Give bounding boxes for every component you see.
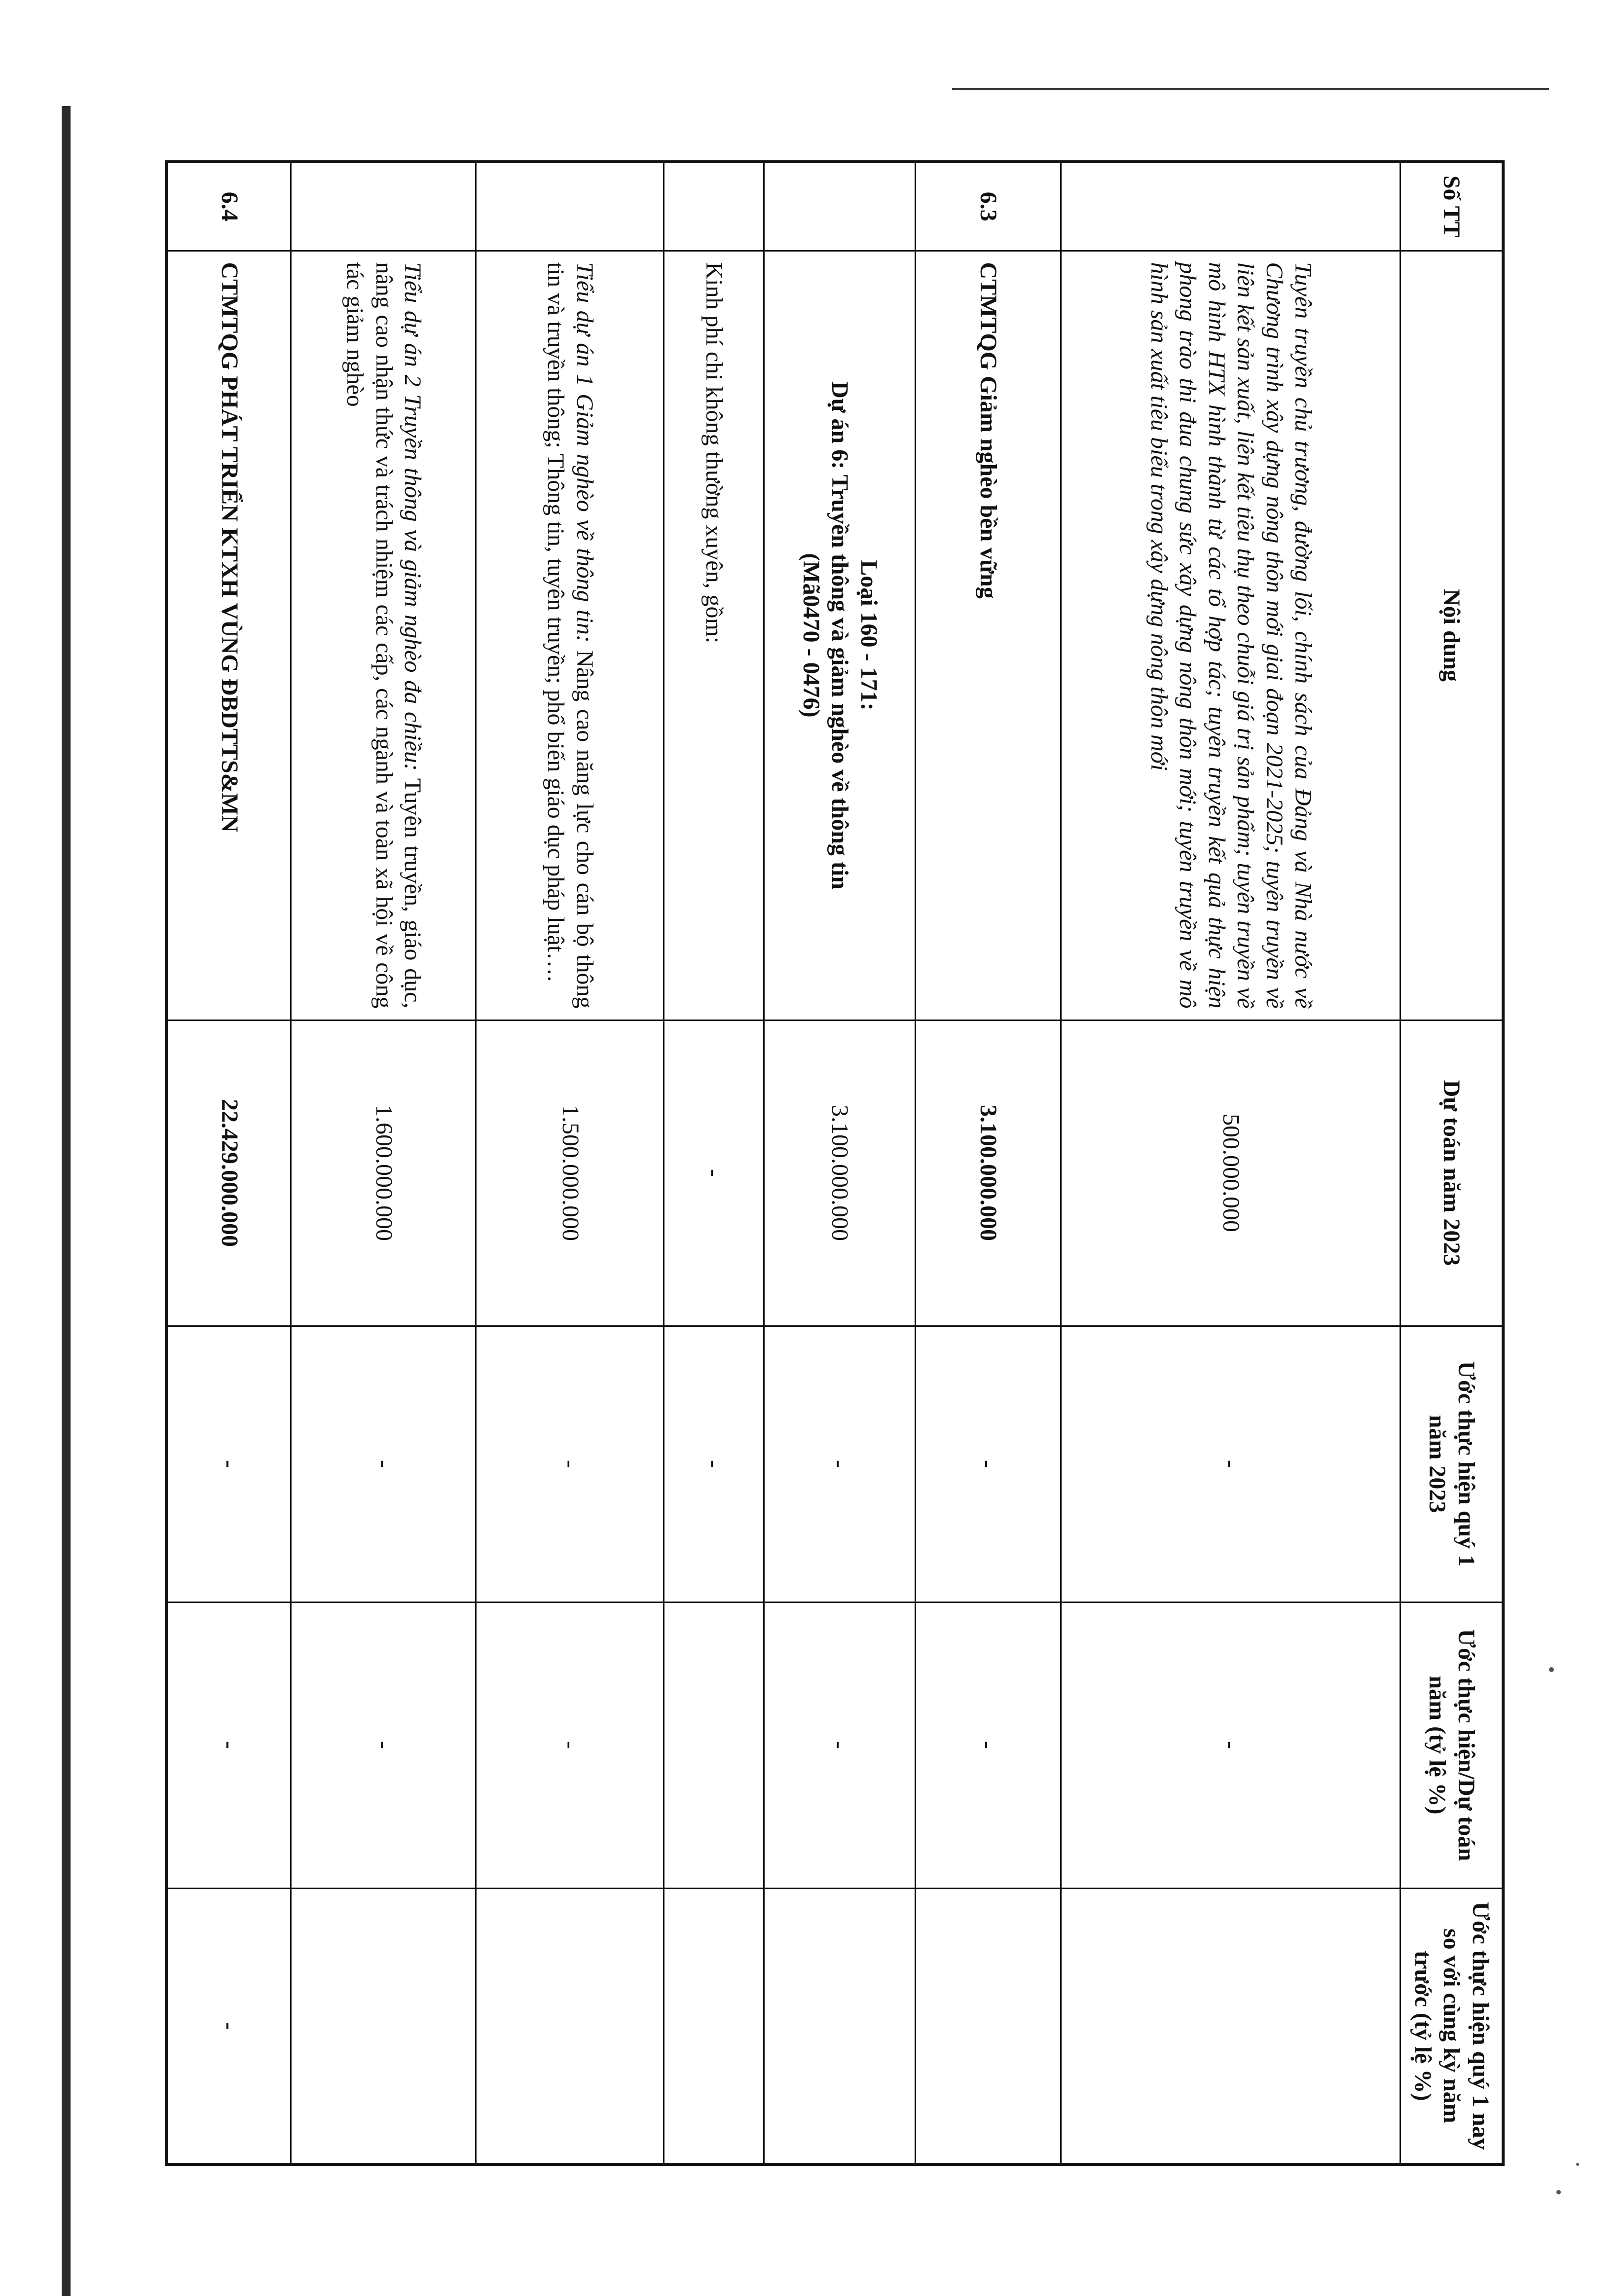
row-estimate-q1: - bbox=[664, 1326, 764, 1602]
table-row bbox=[167, 162, 291, 2164]
row-ratio-prev-year bbox=[916, 1888, 1061, 2164]
scan-speck bbox=[1556, 2190, 1561, 2194]
subproject-title: Tiểu dự án 2 Truyền thông và giảm nghèo đa chiều: bbox=[400, 262, 426, 771]
table-row bbox=[664, 162, 764, 2164]
scan-binding-edge bbox=[62, 106, 71, 2296]
row-budget: 1.600.000.000 bbox=[291, 1020, 476, 1326]
scan-speck bbox=[1549, 1667, 1554, 1672]
subproject-title: Tiểu dự án 1 Giảm nghèo về thông tin: bbox=[571, 262, 598, 643]
row-ratio-budget: - bbox=[916, 1602, 1061, 1888]
row-content: Tuyên truyền chủ trương, đường lối, chính sách của Đảng và Nhà nước về Chương trình xây dựng nông thôn mới giai đoạn 2021-2025; tuyên truyền về liên kết sản xuất, liên kết tiêu thụ theo chuỗi giá trị sản phẩm; tuyên truyền về mô hình HTX hình thành từ các tổ hợp tác; tuyên truyền kết quả thực hiện phong trào thi đua chung sức xây dựng nông thôn mới; tuyên truyền về mô hình sản xuất tiêu biểu trong xây dựng nông thôn mới bbox=[1061, 251, 1401, 1020]
row-content: Kinh phí chi không thường xuyên, gồm: bbox=[664, 251, 764, 1020]
row-content bbox=[764, 251, 916, 1020]
row-estimate-q1: - bbox=[1061, 1326, 1401, 1602]
row-budget: 3.100.000.000 bbox=[764, 1020, 916, 1326]
header-content: Nội dung bbox=[1401, 251, 1503, 1020]
row-budget: 3.100.000.000 bbox=[916, 1020, 1061, 1326]
header-ratio-prev-year: Ước thực hiện quý 1 nay so với cùng kỳ năm trước (tỷ lệ %) bbox=[1401, 1888, 1503, 2164]
row-estimate-q1: - bbox=[291, 1326, 476, 1602]
row-content-line: Dự án 6: Truyền thông và giảm nghèo về thông tin bbox=[827, 381, 853, 889]
table-row bbox=[476, 162, 664, 2164]
table-row bbox=[1061, 162, 1401, 2164]
row-estimate-q1: - bbox=[167, 1326, 291, 1602]
row-ratio-budget: - bbox=[764, 1602, 916, 1888]
row-ratio-prev-year: - bbox=[167, 1888, 291, 2164]
table-row bbox=[764, 162, 916, 2164]
row-stt bbox=[664, 162, 764, 251]
row-stt bbox=[291, 162, 476, 251]
header-ratio-budget: Ước thực hiện/Dự toán năm (tỷ lệ %) bbox=[1401, 1602, 1503, 1888]
row-stt bbox=[764, 162, 916, 251]
row-content bbox=[291, 251, 476, 1020]
row-ratio-budget: - bbox=[476, 1602, 664, 1888]
row-stt: 6.4 bbox=[167, 162, 291, 251]
header-stt: Số TT bbox=[1401, 162, 1503, 251]
row-content: CTMTQG Giảm nghèo bền vững bbox=[916, 251, 1061, 1020]
header-rule bbox=[952, 88, 1549, 90]
row-budget: - bbox=[664, 1020, 764, 1326]
row-ratio-budget: - bbox=[167, 1602, 291, 1888]
row-ratio-budget: - bbox=[291, 1602, 476, 1888]
row-estimate-q1: - bbox=[764, 1326, 916, 1602]
table-header-row bbox=[1401, 162, 1503, 2164]
row-estimate-q1: - bbox=[476, 1326, 664, 1602]
row-budget: 1.500.000.000 bbox=[476, 1020, 664, 1326]
row-ratio-budget bbox=[664, 1602, 764, 1888]
row-ratio-prev-year bbox=[476, 1888, 664, 2164]
subproject-desc: Nâng cao năng lực cho cán bộ thông tin và truyền thông; Thông tin, tuyên truyền; phổ biến giáo dục pháp luật…. bbox=[543, 262, 598, 1009]
budget-table bbox=[165, 160, 1505, 2166]
header-budget: Dự toán năm 2023 bbox=[1401, 1020, 1503, 1326]
row-budget: 22.429.000.000 bbox=[167, 1020, 291, 1326]
scan-speck bbox=[1576, 2163, 1579, 2166]
row-content-line: (Mã0470 - 0476) bbox=[798, 553, 824, 718]
row-stt bbox=[476, 162, 664, 251]
row-stt: 6.3 bbox=[916, 162, 1061, 251]
row-budget: 500.000.000 bbox=[1061, 1020, 1401, 1326]
row-content: CTMTQG PHÁT TRIỂN KTXH VÙNG ĐBDTTS&MN bbox=[167, 251, 291, 1020]
budget-table-rotated bbox=[165, 160, 1505, 2163]
subproject-desc: Tuyên truyền, giáo dục, nâng cao nhận thức và trách nhiệm các cấp, các ngành và toàn xã hội về công tác giảm nghèo bbox=[342, 262, 426, 1009]
row-ratio-prev-year bbox=[1061, 1888, 1401, 2164]
row-ratio-prev-year bbox=[291, 1888, 476, 2164]
row-ratio-prev-year bbox=[664, 1888, 764, 2164]
table-row bbox=[291, 162, 476, 2164]
row-content bbox=[476, 251, 664, 1020]
row-ratio-prev-year bbox=[764, 1888, 916, 2164]
table-row bbox=[916, 162, 1061, 2164]
row-estimate-q1: - bbox=[916, 1326, 1061, 1602]
row-content-line: Loại 160 - 171: bbox=[855, 560, 882, 711]
header-estimate-q1: Ước thực hiện quý 1 năm 2023 bbox=[1401, 1326, 1503, 1602]
row-stt bbox=[1061, 162, 1401, 251]
row-ratio-budget: - bbox=[1061, 1602, 1401, 1888]
